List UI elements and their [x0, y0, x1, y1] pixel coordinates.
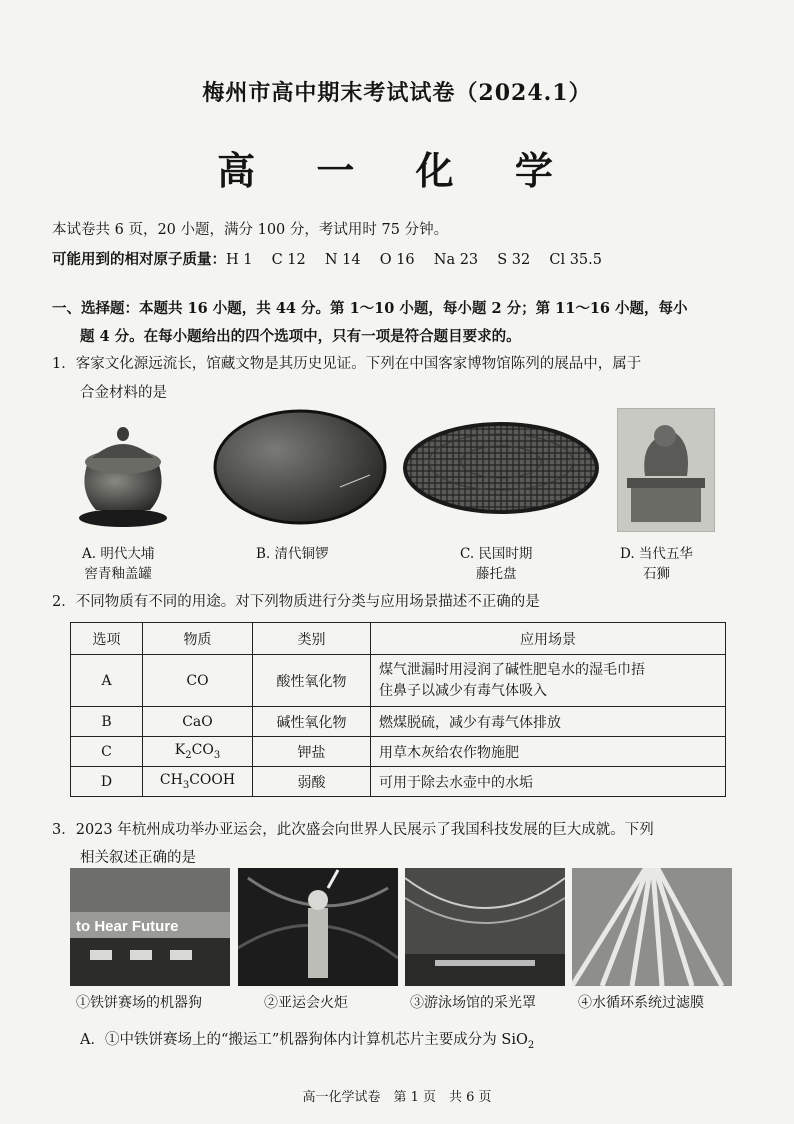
torch-photo	[238, 868, 398, 986]
subject-title: 高 一 化 学	[217, 148, 577, 193]
q3-caption-1: ①铁饼赛场的机器狗	[76, 995, 202, 1011]
q3-caption-2: ②亚运会火炬	[264, 995, 348, 1011]
q3-stem-line1: 3．2023 年杭州成功举办亚运会，此次盛会向世界人民展示了我国科技发展的巨大成就。下列	[52, 822, 654, 838]
table-row	[71, 707, 726, 737]
q1-option-a	[82, 544, 154, 584]
gong-image	[210, 395, 390, 530]
atomic-masses	[52, 248, 602, 269]
table-header-usage: 应用场景	[371, 623, 726, 655]
q1-stem-line1: 1．客家文化源远流长，馆藏文物是其历史见证。下列在中国客家博物馆陈列的展品中，属于	[52, 356, 642, 372]
formula-subscript: 3	[213, 749, 221, 761]
row-usage	[371, 655, 726, 707]
formula-part: CH	[159, 772, 183, 789]
row-usage-line1: 煤气泄漏时用浸润了碱性肥皂水的湿毛巾捂	[379, 661, 645, 678]
page-footer: 高一化学试卷 第 1 页 共 6 页	[302, 1090, 492, 1105]
section1-heading-line1: 一、选择题：本题共 16 小题，共 44 分。第 1～10 小题，每小题 2 分；第 11～16 小题，每小	[52, 300, 688, 317]
row-category: 弱酸	[253, 767, 371, 797]
row-usage: 燃煤脱硫，减少有毒气体排放	[371, 707, 726, 737]
row-usage-line2: 住鼻子以减少有毒气体吸入	[379, 682, 547, 699]
q1-option-b	[256, 544, 329, 564]
row-usage: 可用于除去水壶中的水垢	[371, 767, 726, 797]
row-option: C	[71, 737, 143, 767]
photo-banner-text: to Hear Future	[76, 918, 179, 935]
table-header-substance: 物质	[143, 623, 253, 655]
table-row	[71, 655, 726, 707]
row-option: A	[71, 655, 143, 707]
table-row	[71, 767, 726, 797]
formula-subscript: 3	[182, 779, 190, 791]
row-category: 酸性氧化物	[253, 655, 371, 707]
q1-option-c	[460, 544, 532, 584]
jar-image	[68, 410, 178, 530]
row-substance	[143, 767, 253, 797]
section1-heading-line2: 题 4 分。在每小题给出的四个选项中，只有一项是符合题目要求的。	[80, 328, 521, 345]
rattan-tray-image	[402, 408, 600, 516]
atomic-masses-label: 可能用到的相对原子质量：	[52, 251, 226, 268]
row-substance: CaO	[143, 707, 253, 737]
q3-caption-4: ④水循环系统过滤膜	[578, 995, 704, 1011]
q1-option-a-line2: 窖青釉盖罐	[84, 566, 152, 582]
robot-dog-photo	[70, 868, 230, 986]
table-header-category: 类别	[253, 623, 371, 655]
row-substance: CO	[143, 655, 253, 707]
atomic-masses-values: H 1 C 12 N 14 O 16 Na 23 S 32 Cl 35.5	[226, 252, 602, 268]
q1-stem-line2: 合金材料的是	[80, 385, 167, 401]
q3-option-a	[80, 1028, 534, 1051]
swimming-venue-photo	[405, 868, 565, 986]
row-usage: 用草木灰给农作物施肥	[371, 737, 726, 767]
q1-option-a-line1: A. 明代大埔	[82, 546, 155, 562]
q1-option-d-line1: D. 当代五华	[620, 546, 693, 562]
row-category: 钾盐	[253, 737, 371, 767]
exam-info: 本试卷共 6 页，20 小题，满分 100 分，考试用时 75 分钟。	[52, 222, 449, 238]
row-option: D	[71, 767, 143, 797]
q2-stem: 2．不同物质有不同的用途。对下列物质进行分类与应用场景描述不正确的是	[52, 594, 540, 610]
formula-subscript: 2	[185, 749, 192, 761]
q1-option-c-line1: C. 民国时期	[460, 546, 533, 562]
q1-option-c-line2: 藤托盘	[475, 566, 517, 582]
stone-lion-image	[617, 408, 715, 532]
q3-caption-3: ③游泳场馆的采光罩	[410, 995, 536, 1011]
q2-table	[70, 622, 726, 797]
table-header-option: 选项	[71, 623, 143, 655]
row-substance	[143, 737, 253, 767]
formula-part: K	[174, 742, 186, 759]
formula-part: COOH	[189, 772, 236, 789]
row-option: B	[71, 707, 143, 737]
q1-option-d-line2: 石狮	[642, 566, 670, 582]
q1-option-b-line1: B. 清代铜锣	[256, 546, 329, 562]
formula-part: CO	[191, 742, 214, 759]
q1-option-d	[620, 544, 693, 584]
exam-title: 梅州市高中期末考试试卷（2024.1）	[202, 80, 592, 106]
table-header-row	[71, 623, 726, 655]
row-category: 碱性氧化物	[253, 707, 371, 737]
q3-option-a-subscript: 2	[527, 1039, 535, 1051]
q3-stem-line2: 相关叙述正确的是	[80, 850, 196, 866]
filter-membrane-photo	[572, 868, 732, 986]
table-row	[71, 737, 726, 767]
q3-option-a-text: A．①中铁饼赛场上的“搬运工”机器狗体内计算机芯片主要成分为 SiO	[80, 1032, 528, 1048]
